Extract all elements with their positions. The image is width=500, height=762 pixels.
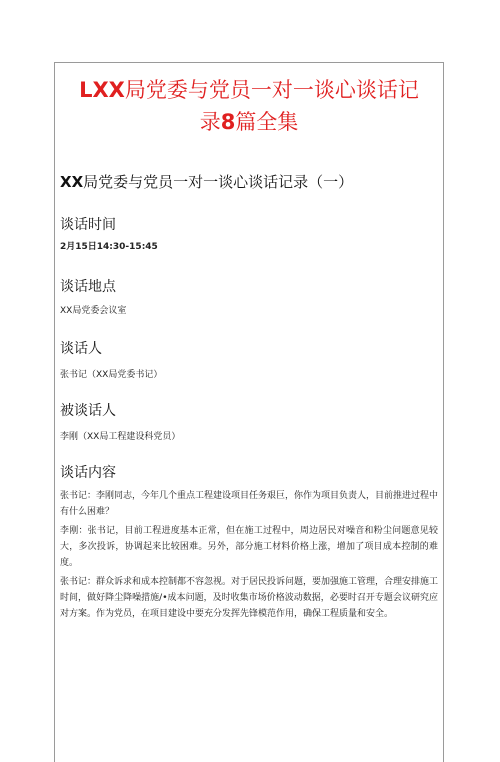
listener-label: 被谈话人	[60, 403, 116, 419]
speaker-value: 张书记（XX局党委书记）	[60, 370, 163, 380]
dialogue-paragraph: 李刚：张书记，目前工程进度基本正常，但在施工过程中，周边居民对噪音和粉尘问题意见较大，多次投诉，协调起来比较困难。另外，部分施工材料价格上涨，增加了项目成本控制的难度。	[60, 526, 438, 568]
title-main-3: 篇全集	[235, 110, 299, 134]
title-count: 8	[220, 110, 236, 134]
title-prefix: LXX	[79, 78, 125, 102]
listener-value: 李刚（XX局工程建设科党员）	[60, 432, 181, 442]
title-main-2: 录	[199, 110, 221, 134]
speaker-label: 谈话人	[60, 341, 102, 357]
record-heading-prefix: XX	[60, 173, 84, 191]
content-label: 谈话内容	[60, 465, 116, 481]
place-label: 谈话地点	[60, 279, 116, 295]
time-value: 2月15日14:30-15:45	[60, 242, 158, 252]
title-main-1: 局党委与党员一对一谈心谈话记	[124, 78, 419, 102]
dialogue-paragraph: 张书记：李刚同志，今年几个重点工程建设项目任务艰巨，你作为项目负责人，目前推进过程中有什么困难？	[60, 491, 439, 517]
document-title	[54, 74, 444, 138]
dialogue-paragraph: 张书记：群众诉求和成本控制都不容忽视。对于居民投诉问题，要加强施工管理，合理安排施工时间，做好降尘降噪措施/•成本问题，及时收集市场价格波动数据，必要时召开专题会议研究应对方案。作为党员，在项目建设中要充分发挥先锋模范作用，确保工程质量和安全。	[60, 577, 439, 619]
record-heading	[60, 172, 438, 192]
record-heading-rest: 局党委与党员一对一谈心谈话记录（一）	[83, 173, 354, 191]
record-content	[60, 172, 438, 622]
time-label: 谈话时间	[60, 217, 116, 233]
place-value: XX局党委会议室	[60, 306, 127, 316]
